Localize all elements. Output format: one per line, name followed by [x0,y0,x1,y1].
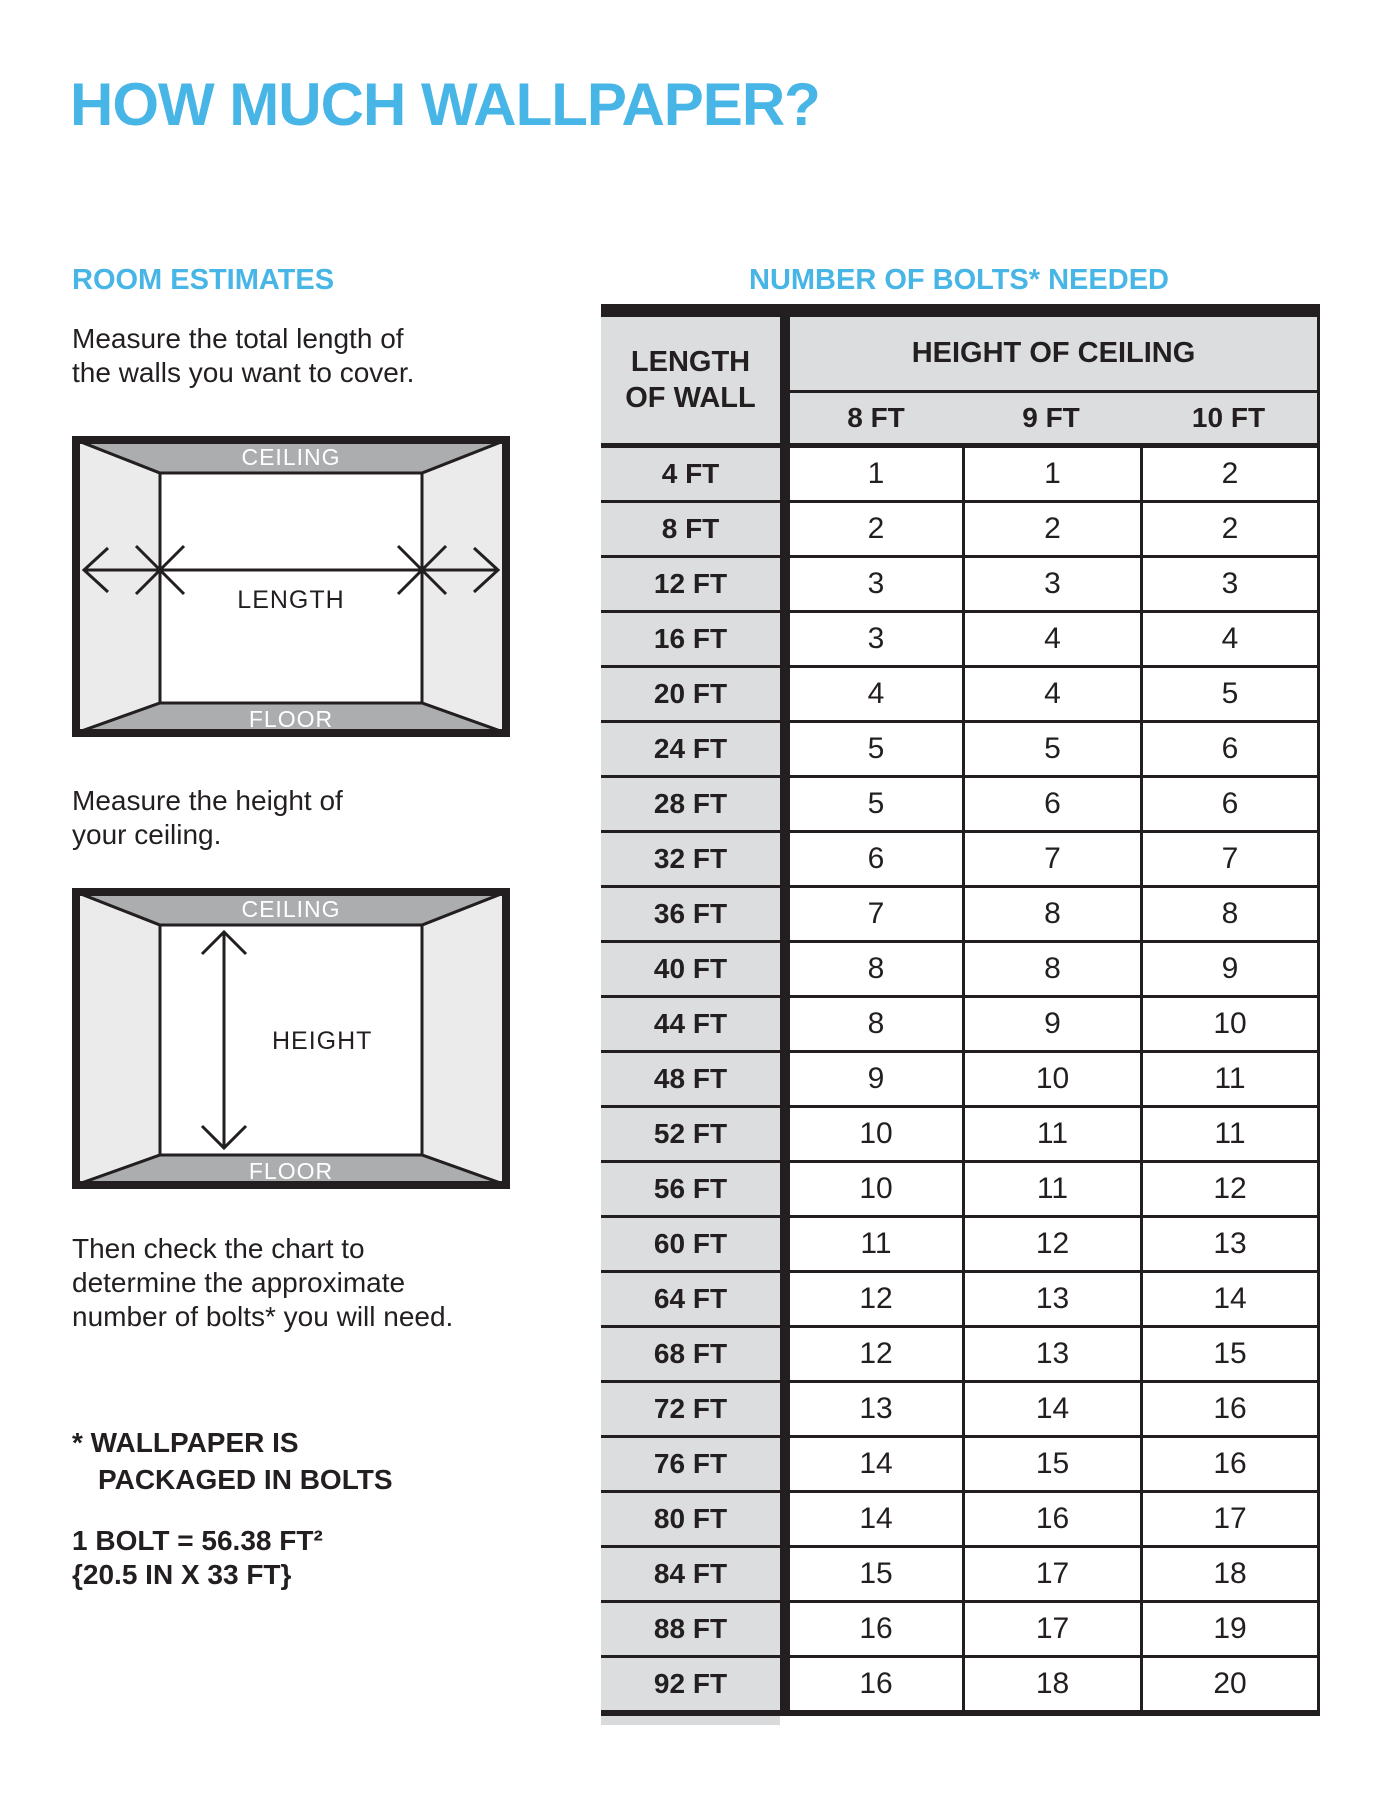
table-cell: 8 [965,943,1140,995]
table-row [601,613,1317,665]
table-row-label: 56 FT [601,1163,780,1215]
table-row [601,1163,1317,1215]
table-cell: 14 [790,1493,962,1545]
table-row [601,778,1317,830]
column-divider [780,778,790,830]
text-line: determine the approximate [72,1267,406,1298]
table-cell: 8 [965,888,1140,940]
column-divider [780,1383,790,1435]
table-row [601,833,1317,885]
table-cell: 10 [1143,998,1317,1050]
column-divider [780,1658,790,1710]
table-cell: 19 [1143,1603,1317,1655]
table-cell: 12 [1143,1163,1317,1215]
ceiling-label: CEILING [241,896,341,922]
table-row-label: 16 FT [601,613,780,665]
table-row [601,1493,1317,1545]
table-row [601,668,1317,720]
table-cell: 16 [790,1603,962,1655]
col-header-10ft: 10 FT [1191,402,1266,433]
text-line: Then check the chart to [72,1233,365,1264]
table-cell: 11 [1143,1108,1317,1160]
text-line: the walls you want to cover. [72,357,415,388]
table-cell: 10 [965,1053,1140,1105]
table-row [601,448,1317,500]
floor-label: FLOOR [248,1158,334,1184]
table-footer-strip [601,1716,780,1725]
text-line: your ceiling. [72,819,222,850]
table-row-label: 28 FT [601,778,780,830]
table-cell: 8 [1143,888,1317,940]
table-cell: 12 [790,1328,962,1380]
table-body [601,448,1317,1710]
table-row [601,943,1317,995]
column-divider [780,1493,790,1545]
table-cell: 3 [965,558,1140,610]
table-row-label: 40 FT [601,943,780,995]
table-cell: 16 [1143,1383,1317,1435]
right-wall [422,440,506,733]
table-row-label: 84 FT [601,1548,780,1600]
table-row [601,998,1317,1050]
column-divider [780,833,790,885]
table-row-label: 12 FT [601,558,780,610]
table-row-label: 44 FT [601,998,780,1050]
room-estimates-heading: ROOM ESTIMATES [72,264,335,296]
height-label: HEIGHT [272,1027,373,1055]
table-row [601,1218,1317,1270]
table-cell: 2 [965,503,1140,555]
column-divider [780,1438,790,1490]
table-row-label: 88 FT [601,1603,780,1655]
table-cell: 16 [790,1658,962,1710]
table-cell: 15 [965,1438,1140,1490]
table-row-label: 32 FT [601,833,780,885]
column-divider [780,503,790,555]
table-cell: 6 [965,778,1140,830]
table-cell: 2 [1143,503,1317,555]
col-header-8ft: 8 FT [847,402,905,433]
table-cell: 4 [790,668,962,720]
table-cell: 6 [1143,778,1317,830]
length-label: LENGTH [237,586,345,614]
table-row-label: 72 FT [601,1383,780,1435]
table-cell: 11 [965,1163,1140,1215]
table-cell: 16 [1143,1438,1317,1490]
table-row-label: 8 FT [601,503,780,555]
table-cell: 20 [1143,1658,1317,1710]
left-wall [76,892,160,1185]
table-row [601,1053,1317,1105]
table-cell: 16 [965,1493,1140,1545]
table-row [601,888,1317,940]
column-divider [780,613,790,665]
table-cell: 11 [790,1218,962,1270]
bolts-needed-heading: NUMBER OF BOLTS* NEEDED [749,264,1169,296]
table-cell: 5 [965,723,1140,775]
text-line: * WALLPAPER IS [72,1427,299,1458]
table-row-label: 4 FT [601,448,780,500]
bolts-table [601,304,1320,1716]
column-divider [780,1603,790,1655]
text-line: {20.5 IN X 33 FT} [72,1559,292,1590]
table-row [601,558,1317,610]
table-row [601,1548,1317,1600]
column-divider [780,888,790,940]
ceiling-height-subheaders [790,393,1317,443]
table-cell: 13 [965,1328,1140,1380]
text-line: Measure the total length of [72,323,404,354]
table-cell: 8 [790,998,962,1050]
table-row-label: 60 FT [601,1218,780,1270]
check-chart-text [72,1232,453,1334]
table-cell: 5 [1143,668,1317,720]
column-divider [780,723,790,775]
text-line: PACKAGED IN BOLTS [98,1464,393,1495]
table-row-label: 80 FT [601,1493,780,1545]
table-row [601,723,1317,775]
table-cell: 13 [965,1273,1140,1325]
column-divider [780,668,790,720]
column-divider [780,1218,790,1270]
table-row [601,1438,1317,1490]
column-divider [780,1053,790,1105]
table-cell: 17 [965,1603,1140,1655]
bolts-footnote [72,1424,393,1498]
column-divider [780,1273,790,1325]
table-cell: 3 [1143,558,1317,610]
column-divider [780,558,790,610]
table-row [601,1328,1317,1380]
left-wall [76,440,160,733]
table-cell: 11 [1143,1053,1317,1105]
table-row-label: 68 FT [601,1328,780,1380]
table-cell: 15 [790,1548,962,1600]
length-of-wall-header: LENGTH OF WALL [601,317,780,443]
table-cell: 7 [965,833,1140,885]
table-row [601,1273,1317,1325]
table-header [601,317,1317,443]
table-cell: 17 [965,1548,1140,1600]
table-row [601,1603,1317,1655]
column-divider [780,1328,790,1380]
table-cell: 4 [965,668,1140,720]
column-divider [780,448,790,500]
table-row-label: 76 FT [601,1438,780,1490]
table-cell: 5 [790,723,962,775]
table-row-label: 20 FT [601,668,780,720]
table-cell: 15 [1143,1328,1317,1380]
table-cell: 13 [790,1383,962,1435]
table-cell: 7 [1143,833,1317,885]
table-row-label: 64 FT [601,1273,780,1325]
table-cell: 14 [965,1383,1140,1435]
table-cell: 18 [965,1658,1140,1710]
table-cell: 3 [790,558,962,610]
height-of-ceiling-header: HEIGHT OF CEILING [790,317,1317,390]
text-line: number of bolts* you will need. [72,1301,454,1332]
table-cell: 12 [790,1273,962,1325]
table-row [601,1658,1317,1710]
table-cell: 1 [790,448,962,500]
table-cell: 9 [790,1053,962,1105]
table-cell: 13 [1143,1218,1317,1270]
table-cell: 4 [1143,613,1317,665]
col-header-9ft: 9 FT [1022,402,1080,433]
table-cell: 9 [1143,943,1317,995]
bolt-size-info [72,1524,323,1592]
column-divider [780,1163,790,1215]
table-cell: 11 [965,1108,1140,1160]
room-length-diagram [72,436,510,737]
table-cell: 3 [790,613,962,665]
column-divider [780,943,790,995]
table-cell: 5 [790,778,962,830]
table-cell: 14 [1143,1273,1317,1325]
table-cell: 9 [965,998,1140,1050]
measure-length-text [72,322,414,390]
table-cell: 8 [790,943,962,995]
measure-height-text [72,784,343,852]
table-cell: 7 [790,888,962,940]
table-cell: 18 [1143,1548,1317,1600]
column-divider [780,998,790,1050]
text-line: Measure the height of [72,785,343,816]
right-wall [422,892,506,1185]
ceiling-label: CEILING [241,444,341,470]
table-row-label: 36 FT [601,888,780,940]
table-row [601,1108,1317,1160]
page-title: HOW MUCH WALLPAPER? [70,71,820,138]
table-row-label: 52 FT [601,1108,780,1160]
table-cell: 6 [1143,723,1317,775]
table-row [601,503,1317,555]
text-line: 1 BOLT = 56.38 FT² [72,1525,323,1556]
column-divider [780,1548,790,1600]
table-cell: 1 [965,448,1140,500]
column-divider [780,317,790,443]
floor-label: FLOOR [248,706,334,732]
table-cell: 6 [790,833,962,885]
table-cell: 2 [1143,448,1317,500]
table-cell: 10 [790,1163,962,1215]
table-cell: 14 [790,1438,962,1490]
table-cell: 17 [1143,1493,1317,1545]
table-row-label: 92 FT [601,1658,780,1710]
table-row-label: 48 FT [601,1053,780,1105]
table-cell: 10 [790,1108,962,1160]
room-height-diagram [72,888,510,1189]
table-cell: 2 [790,503,962,555]
table-row-label: 24 FT [601,723,780,775]
table-cell: 12 [965,1218,1140,1270]
column-divider [780,1108,790,1160]
table-cell: 4 [965,613,1140,665]
table-row [601,1383,1317,1435]
